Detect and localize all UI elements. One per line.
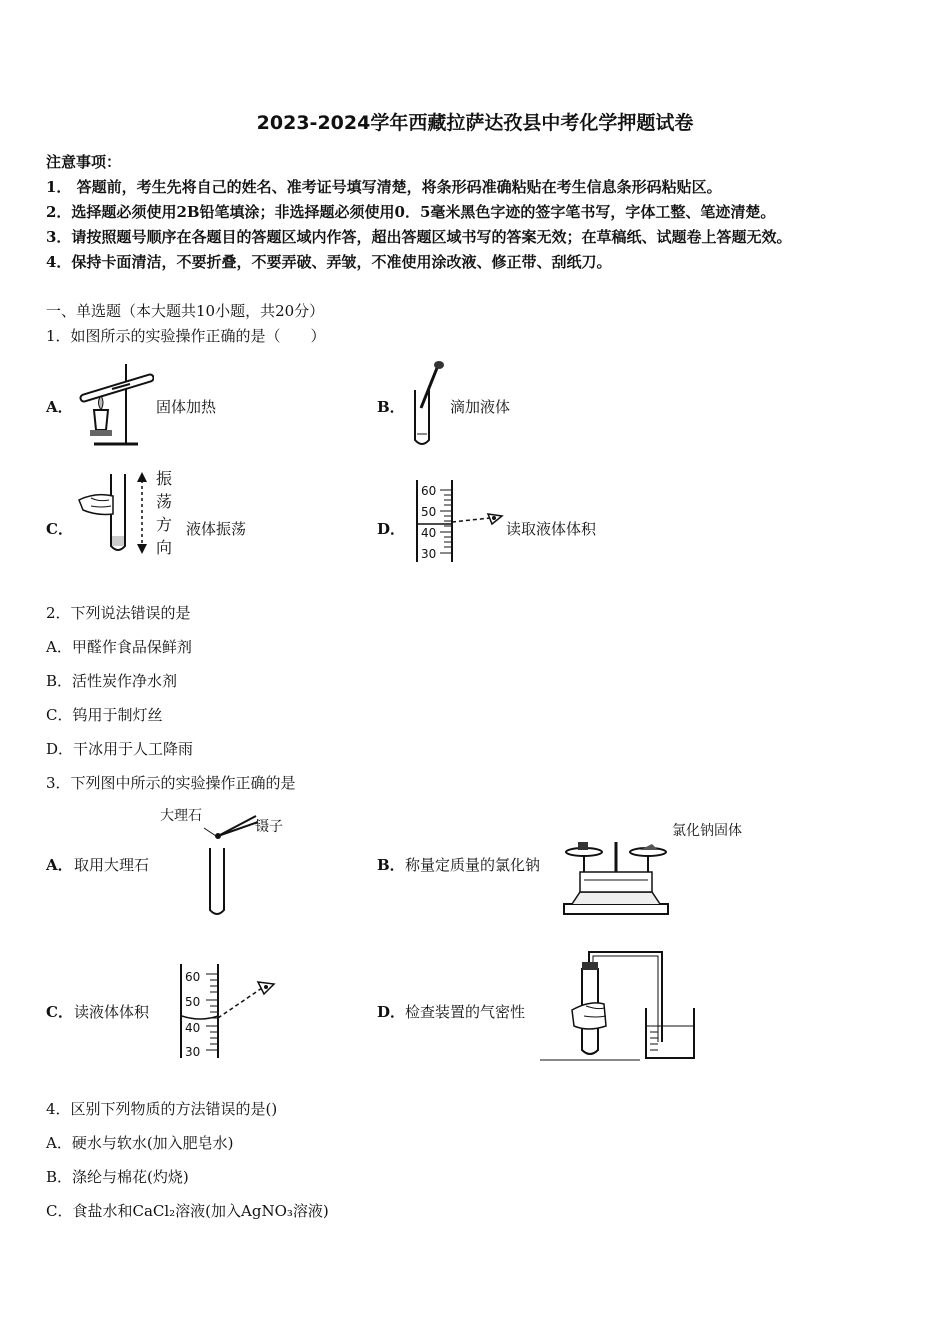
- liquid-shaking-illustration: [75, 470, 135, 556]
- balance-illustration: [560, 832, 672, 918]
- q3-option-c-letter: C．: [46, 1003, 73, 1021]
- notice-item: 3．请按照题号顺序在各题目的答题区域内作答，超出答题区域书写的答案无效；在草稿纸、试题卷上答题无效。: [46, 228, 792, 246]
- q4-stem: 4．区别下列物质的方法错误的是(): [46, 1100, 278, 1118]
- shake-label-char: 方: [156, 515, 173, 534]
- q2-option: D．干冰用于人工降雨: [46, 740, 194, 758]
- notice-item: 2．选择题必须使用2B铅笔填涂；非选择题必须使用0．5毫米黑色字迹的签字笔书写，字体工整、笔迹清楚。: [46, 203, 776, 221]
- page-title: 2023-2024学年西藏拉萨达孜县中考化学押题试卷: [256, 112, 694, 134]
- q1-option-c-letter: C．: [46, 520, 73, 538]
- notice-item: 4．保持卡面清洁，不要折叠，不要弄破、弄皱，不准使用涂改液、修正带、刮纸刀。: [46, 253, 612, 271]
- q1-option-d-letter: D．: [377, 520, 406, 538]
- q3-stem: 3．下列图中所示的实验操作正确的是: [46, 774, 296, 792]
- tick-label: 30: [421, 547, 437, 561]
- q3-option-d-text: 检查装置的气密性: [405, 1003, 526, 1021]
- tick-label: 50: [421, 505, 437, 519]
- q4-option: C．食盐水和CaCl₂溶液(加入AgNO₃溶液): [46, 1202, 329, 1220]
- tick-label: 50: [185, 995, 201, 1009]
- tweezers-label: 镊子: [255, 819, 283, 835]
- shake-label-char: 振: [156, 469, 173, 488]
- section-heading: 一、单选题（本大题共10小题，共20分）: [46, 302, 325, 320]
- airtightness-check-illustration: [540, 946, 700, 1064]
- tick-label: 60: [185, 970, 201, 984]
- q1-option-d-text: 读取液体体积: [506, 520, 597, 538]
- q1-option-b-text: 滴加液体: [450, 398, 511, 416]
- notice-item: 1． 答题前，考生先将自己的姓名、准考证号填写清楚，将条形码准确粘贴在考生信息条形码粘贴区。: [46, 178, 722, 196]
- q1-option-a-text: 固体加热: [156, 398, 217, 416]
- nacl-label: 氯化钠固体: [672, 823, 742, 839]
- q3-option-a-text: 取用大理石: [74, 856, 150, 874]
- dropper-illustration: [405, 360, 445, 450]
- shake-label-char: 荡: [156, 492, 173, 511]
- tick-label: 40: [185, 1021, 201, 1035]
- q2-option: C．钨用于制灯丝: [46, 706, 163, 724]
- solid-heating-illustration: [74, 360, 154, 452]
- q3-option-b-text: 称量定质量的氯化钠: [405, 856, 541, 874]
- tick-label: 60: [421, 484, 437, 498]
- q1-stem: 1．如图所示的实验操作正确的是（ ）: [46, 327, 326, 345]
- q1-option-c-text: 液体振荡: [186, 520, 247, 538]
- shake-direction-arrow: [136, 470, 148, 556]
- q2-stem: 2．下列说法错误的是: [46, 604, 191, 622]
- notice-heading: 注意事项：: [46, 153, 122, 171]
- q3-option-c-text: 读液体体积: [74, 1003, 150, 1021]
- q1-option-a-letter: A．: [46, 398, 73, 416]
- q4-option: A．硬水与软水(加入肥皂水): [46, 1134, 234, 1152]
- shake-label-char: 向: [156, 538, 173, 557]
- q3-option-a-letter: A．: [46, 856, 73, 874]
- marble-label: 大理石: [160, 808, 202, 824]
- q3-option-d-letter: D．: [377, 1003, 406, 1021]
- q2-option: B．活性炭作净水剂: [46, 672, 178, 690]
- tick-label: 40: [421, 526, 437, 540]
- q1-option-b-letter: B．: [377, 398, 405, 416]
- q2-option: A．甲醛作食品保鲜剂: [46, 638, 192, 656]
- marble-tweezers-illustration: [200, 810, 270, 920]
- q4-option: B．涤纶与棉花(灼烧): [46, 1168, 189, 1186]
- q3-option-b-letter: B．: [377, 856, 405, 874]
- tick-label: 30: [185, 1045, 201, 1059]
